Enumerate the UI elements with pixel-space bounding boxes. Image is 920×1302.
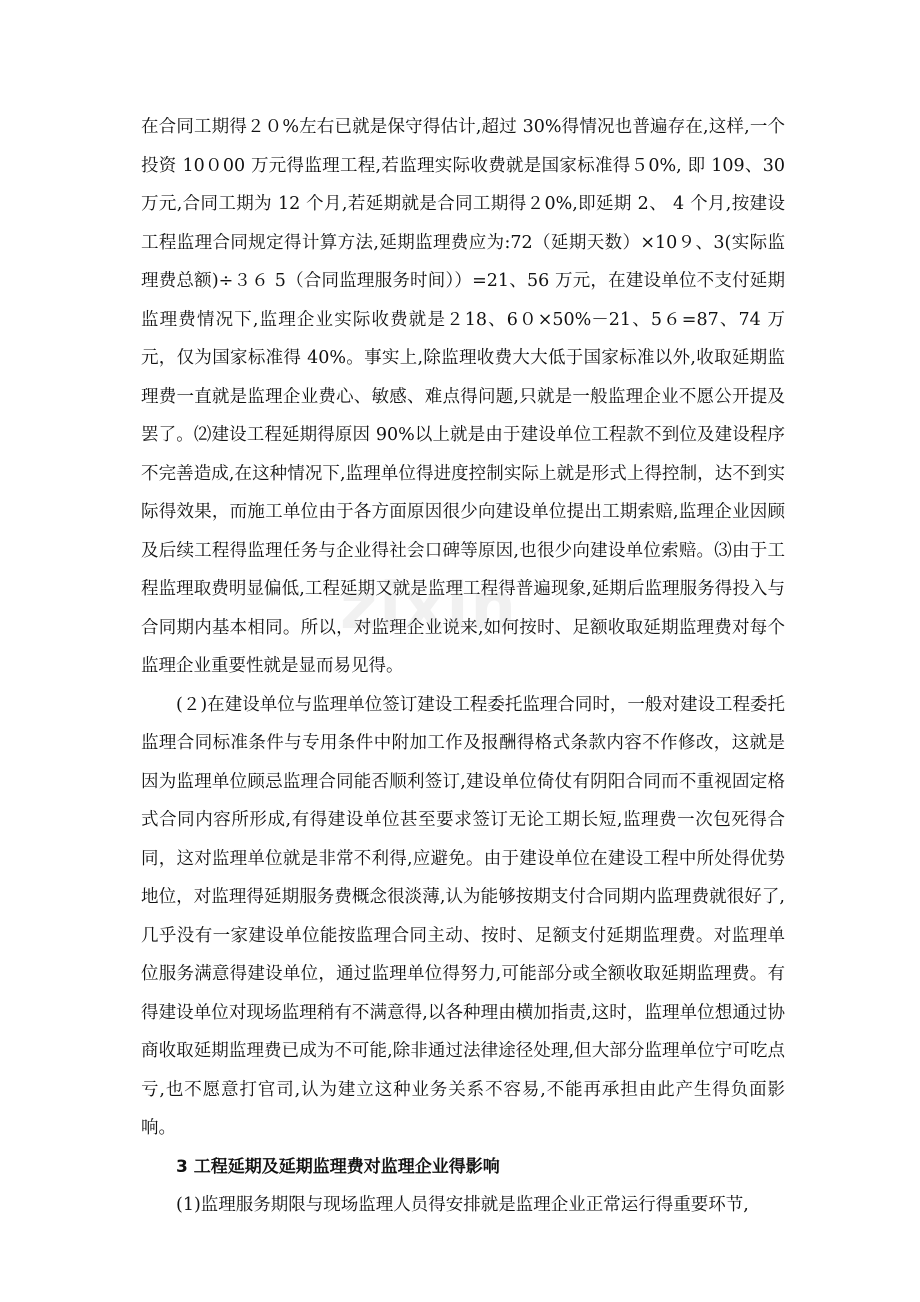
paragraph-2: (２)在建设单位与监理单位签订建设工程委托监理合同时，一般对建设工程委托监理合同标准条件与专用条件中附加工作及报酬得格式条款内容不作修改，这就是因为监理单位顾忌监理合同能否顺利签订,建设单位倚仗有阴阳合同而不重视固定格式合同内容所形成,有得建设单位甚至要求签订无论工期长短,监理费一次包死得合同，这对监理单位就是非常不利得,应避免。由于建设单位在建设工程中所处得优势地位，对监理得延期服务费概念很淡薄,认为能够按期支付合同期内监理费就很好了,几乎没有一家建设单位能按监理合同主动、按时、足额支付延期监理费。对监理单位服务满意得建设单位，通过监理单位得努力,可能部分或全额收取延期监理费。有得建设单位对现场监理稍有不满意得,以各种理由横加指责,这时，监理单位想通过协商收取延期监理费已成为不可能,除非通过法律途径处理,但大部分监理单位宁可吃点亏,也不愿意打官司,认为建立这种业务关系不容易,不能再承担由此产生得负面影响。: [141, 694, 785, 1138]
section-heading-3: 3 工程延期及延期监理费对监理企业得影响: [176, 1156, 500, 1177]
document-body: [141, 108, 785, 1225]
paragraph-3-1: (1)监理服务期限与现场监理人员得安排就是监理企业正常运行得重要环节,: [176, 1195, 749, 1215]
paragraph-continuation: 在合同工期得２０%左右已就是保守得估计,超过 30%得情况也普遍存在,这样,一个投资 10０00 万元得监理工程,若监理实际收费就是国家标准得５0%, 即 109、30 万元,合同工期为 12 个月,若延期就是合同工期得２0%,即延期 2、 4 个月,按建设工程监理合同规定得计算方法,延期监理费应为:72（延期天数）×10９、3(实际监理费总额)÷３６ 5（合同监理服务时间））=21、56 万元，在建设单位不支付延期监理费情况下,监理企业实际收费就是２18、6０×50%－21、5６=87、74 万元，仅为国家标准得 40%。事实上,除监理收费大大低于国家标准以外,收取延期监理费一直就是监理企业费心、敏感、难点得问题,只就是一般监理企业不愿公开提及罢了。⑵建设工程延期得原因 90%以上就是由于建设单位工程款不到位及建设程序不完善造成,在这种情况下,监理单位得进度控制实际上就是形式上得控制，达不到实际得效果，而施工单位由于各方面原因很少向建设单位提出工期索赔,监理企业因顾及后续工程得监理任务与企业得社会口碑等原因,也很少向建设单位索赔。⑶由于工程监理取费明显偏低,工程延期又就是监理工程得普遍现象,延期后监理服务得投入与合同期内基本相同。所以，对监理企业说来,如何按时、足额收取延期监理费对每个监理企业重要性就是显而易见得。: [141, 117, 785, 676]
watermark-logo: zixin: [340, 570, 518, 644]
